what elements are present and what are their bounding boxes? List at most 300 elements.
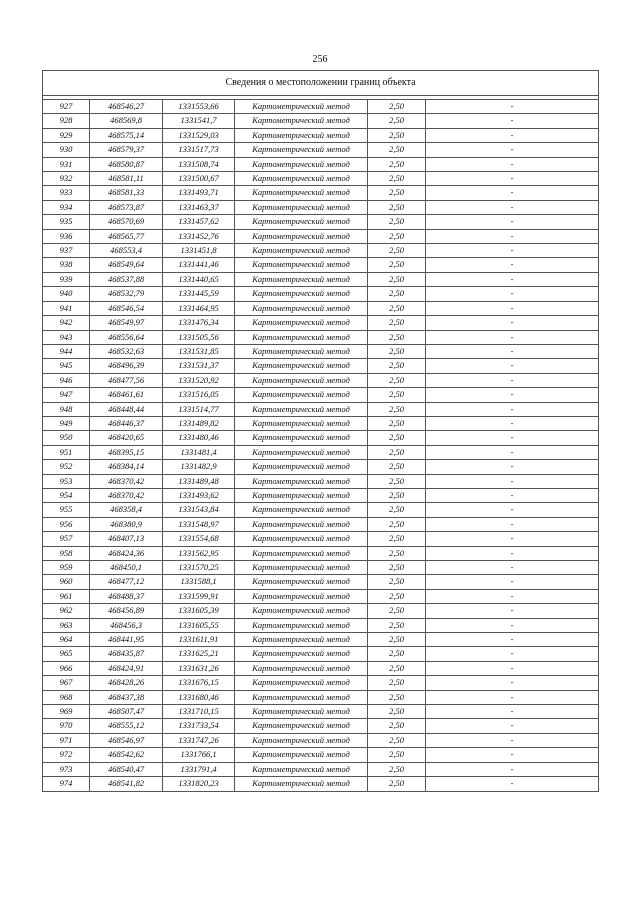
coord-y-cell: 1331516,05	[163, 388, 235, 402]
description-cell: -	[426, 647, 599, 661]
coord-y-cell: 1331553,66	[163, 100, 235, 114]
description-cell: -	[426, 719, 599, 733]
method-cell: Картометрический метод	[235, 215, 368, 229]
coord-x-cell: 468569,8	[90, 114, 163, 128]
page-number: 256	[312, 54, 328, 65]
description-cell: -	[426, 200, 599, 214]
point-number-cell: 932	[43, 172, 90, 186]
point-number-cell: 962	[43, 604, 90, 618]
point-number-cell: 970	[43, 719, 90, 733]
precision-cell: 2,50	[368, 186, 426, 200]
coord-y-cell: 1331548,97	[163, 517, 235, 531]
method-cell: Картометрический метод	[235, 705, 368, 719]
method-cell: Картометрический метод	[235, 517, 368, 531]
precision-cell: 2,50	[368, 215, 426, 229]
table-row	[43, 690, 599, 704]
table-row	[43, 100, 599, 114]
precision-cell: 2,50	[368, 546, 426, 560]
description-cell: -	[426, 431, 599, 445]
coord-x-cell: 468549,97	[90, 316, 163, 330]
table-row	[43, 359, 599, 373]
coord-y-cell: 1331505,56	[163, 330, 235, 344]
method-cell: Картометрический метод	[235, 777, 368, 791]
coord-y-cell: 1331489,82	[163, 416, 235, 430]
method-cell: Картометрический метод	[235, 186, 368, 200]
method-cell: Картометрический метод	[235, 733, 368, 747]
table-row	[43, 157, 599, 171]
coord-y-cell: 1331680,46	[163, 690, 235, 704]
method-cell: Картометрический метод	[235, 690, 368, 704]
description-cell: -	[426, 546, 599, 560]
coord-x-cell: 468546,97	[90, 733, 163, 747]
table-body	[43, 71, 599, 792]
precision-cell: 2,50	[368, 445, 426, 459]
point-number-cell: 949	[43, 416, 90, 430]
method-cell: Картометрический метод	[235, 258, 368, 272]
coord-x-cell: 468507,47	[90, 705, 163, 719]
point-number-cell: 956	[43, 517, 90, 531]
coord-y-cell: 1331554,68	[163, 532, 235, 546]
table-row	[43, 373, 599, 387]
method-cell: Картометрический метод	[235, 172, 368, 186]
table-row	[43, 503, 599, 517]
description-cell: -	[426, 244, 599, 258]
precision-cell: 2,50	[368, 532, 426, 546]
precision-cell: 2,50	[368, 272, 426, 286]
coord-x-cell: 468570,69	[90, 215, 163, 229]
point-number-cell: 959	[43, 561, 90, 575]
table-row	[43, 330, 599, 344]
description-cell: -	[426, 114, 599, 128]
point-number-cell: 967	[43, 676, 90, 690]
coord-x-cell: 468477,12	[90, 575, 163, 589]
coord-y-cell: 1331791,4	[163, 762, 235, 776]
description-cell: -	[426, 373, 599, 387]
coord-x-cell: 468448,44	[90, 402, 163, 416]
method-cell: Картометрический метод	[235, 604, 368, 618]
point-number-cell: 974	[43, 777, 90, 791]
table-row	[43, 733, 599, 747]
description-cell: -	[426, 229, 599, 243]
table-row	[43, 287, 599, 301]
coord-x-cell: 468549,64	[90, 258, 163, 272]
table-row	[43, 172, 599, 186]
point-number-cell: 948	[43, 402, 90, 416]
description-cell: -	[426, 517, 599, 531]
coord-y-cell: 1331476,34	[163, 316, 235, 330]
table-row	[43, 431, 599, 445]
coord-x-cell: 468537,88	[90, 272, 163, 286]
method-cell: Картометрический метод	[235, 388, 368, 402]
table-row	[43, 762, 599, 776]
table-row	[43, 445, 599, 459]
point-number-cell: 971	[43, 733, 90, 747]
table-row	[43, 229, 599, 243]
precision-cell: 2,50	[368, 388, 426, 402]
description-cell: -	[426, 416, 599, 430]
table-row	[43, 244, 599, 258]
method-cell: Картометрический метод	[235, 575, 368, 589]
point-number-cell: 950	[43, 431, 90, 445]
point-number-cell: 939	[43, 272, 90, 286]
description-cell: -	[426, 474, 599, 488]
description-cell: -	[426, 186, 599, 200]
precision-cell: 2,50	[368, 143, 426, 157]
coord-x-cell: 468580,87	[90, 157, 163, 171]
point-number-cell: 960	[43, 575, 90, 589]
point-number-cell: 965	[43, 647, 90, 661]
description-cell: -	[426, 301, 599, 315]
point-number-cell: 952	[43, 460, 90, 474]
coord-y-cell: 1331457,62	[163, 215, 235, 229]
table-row	[43, 258, 599, 272]
coord-x-cell: 468407,13	[90, 532, 163, 546]
precision-cell: 2,50	[368, 316, 426, 330]
precision-cell: 2,50	[368, 618, 426, 632]
coord-y-cell: 1331710,15	[163, 705, 235, 719]
coord-x-cell: 468395,15	[90, 445, 163, 459]
precision-cell: 2,50	[368, 719, 426, 733]
method-cell: Картометрический метод	[235, 416, 368, 430]
point-number-cell: 973	[43, 762, 90, 776]
description-cell: -	[426, 460, 599, 474]
method-cell: Картометрический метод	[235, 402, 368, 416]
coord-x-cell: 468581,11	[90, 172, 163, 186]
precision-cell: 2,50	[368, 373, 426, 387]
method-cell: Картометрический метод	[235, 114, 368, 128]
coord-y-cell: 1331543,84	[163, 503, 235, 517]
coord-x-cell: 468532,79	[90, 287, 163, 301]
coord-y-cell: 1331631,26	[163, 661, 235, 675]
method-cell: Картометрический метод	[235, 474, 368, 488]
method-cell: Картометрический метод	[235, 503, 368, 517]
description-cell: -	[426, 402, 599, 416]
coord-y-cell: 1331440,65	[163, 272, 235, 286]
table-row	[43, 561, 599, 575]
point-number-cell: 968	[43, 690, 90, 704]
point-number-cell: 927	[43, 100, 90, 114]
coord-x-cell: 468424,36	[90, 546, 163, 560]
coord-x-cell: 468556,64	[90, 330, 163, 344]
coord-y-cell: 1331605,39	[163, 604, 235, 618]
method-cell: Картометрический метод	[235, 561, 368, 575]
precision-cell: 2,50	[368, 705, 426, 719]
method-cell: Картометрический метод	[235, 330, 368, 344]
coord-y-cell: 1331747,26	[163, 733, 235, 747]
point-number-cell: 954	[43, 488, 90, 502]
table-row	[43, 633, 599, 647]
coord-x-cell: 468575,14	[90, 128, 163, 142]
point-number-cell: 947	[43, 388, 90, 402]
coord-y-cell: 1331463,37	[163, 200, 235, 214]
point-number-cell: 937	[43, 244, 90, 258]
method-cell: Картометрический метод	[235, 661, 368, 675]
table-row	[43, 215, 599, 229]
description-cell: -	[426, 777, 599, 791]
point-number-cell: 961	[43, 589, 90, 603]
precision-cell: 2,50	[368, 762, 426, 776]
precision-cell: 2,50	[368, 100, 426, 114]
coord-x-cell: 468370,42	[90, 488, 163, 502]
precision-cell: 2,50	[368, 128, 426, 142]
method-cell: Картометрический метод	[235, 344, 368, 358]
coord-y-cell: 1331531,37	[163, 359, 235, 373]
description-cell: -	[426, 690, 599, 704]
coord-y-cell: 1331625,21	[163, 647, 235, 661]
point-number-cell: 933	[43, 186, 90, 200]
precision-cell: 2,50	[368, 676, 426, 690]
coord-x-cell: 468546,54	[90, 301, 163, 315]
table-row	[43, 488, 599, 502]
point-number-cell: 957	[43, 532, 90, 546]
coord-y-cell: 1331611,91	[163, 633, 235, 647]
table-row	[43, 316, 599, 330]
description-cell: -	[426, 676, 599, 690]
point-number-cell: 945	[43, 359, 90, 373]
coord-x-cell: 468424,91	[90, 661, 163, 675]
precision-cell: 2,50	[368, 431, 426, 445]
method-cell: Картометрический метод	[235, 488, 368, 502]
precision-cell: 2,50	[368, 157, 426, 171]
point-number-cell: 934	[43, 200, 90, 214]
method-cell: Картометрический метод	[235, 272, 368, 286]
method-cell: Картометрический метод	[235, 128, 368, 142]
precision-cell: 2,50	[368, 604, 426, 618]
coord-x-cell: 468437,38	[90, 690, 163, 704]
description-cell: -	[426, 172, 599, 186]
description-cell: -	[426, 488, 599, 502]
method-cell: Картометрический метод	[235, 460, 368, 474]
precision-cell: 2,50	[368, 488, 426, 502]
description-cell: -	[426, 733, 599, 747]
coord-x-cell: 468450,1	[90, 561, 163, 575]
coord-y-cell: 1331733,54	[163, 719, 235, 733]
precision-cell: 2,50	[368, 330, 426, 344]
description-cell: -	[426, 561, 599, 575]
method-cell: Картометрический метод	[235, 287, 368, 301]
table-row	[43, 344, 599, 358]
coord-y-cell: 1331451,8	[163, 244, 235, 258]
coord-x-cell: 468555,12	[90, 719, 163, 733]
coord-x-cell: 468565,77	[90, 229, 163, 243]
coord-x-cell: 468435,87	[90, 647, 163, 661]
description-cell: -	[426, 359, 599, 373]
description-cell: -	[426, 316, 599, 330]
description-cell: -	[426, 388, 599, 402]
precision-cell: 2,50	[368, 589, 426, 603]
coord-y-cell: 1331676,15	[163, 676, 235, 690]
point-number-cell: 964	[43, 633, 90, 647]
coord-y-cell: 1331599,91	[163, 589, 235, 603]
table-row	[43, 676, 599, 690]
coord-x-cell: 468541,82	[90, 777, 163, 791]
description-cell: -	[426, 128, 599, 142]
coord-y-cell: 1331445,59	[163, 287, 235, 301]
description-cell: -	[426, 705, 599, 719]
point-number-cell: 930	[43, 143, 90, 157]
table-row	[43, 474, 599, 488]
point-number-cell: 946	[43, 373, 90, 387]
point-number-cell: 972	[43, 748, 90, 762]
precision-cell: 2,50	[368, 575, 426, 589]
coord-x-cell: 468420,65	[90, 431, 163, 445]
precision-cell: 2,50	[368, 287, 426, 301]
description-cell: -	[426, 287, 599, 301]
table-row	[43, 705, 599, 719]
coord-x-cell: 468456,3	[90, 618, 163, 632]
coord-x-cell: 468573,87	[90, 200, 163, 214]
description-cell: -	[426, 258, 599, 272]
table-row	[43, 777, 599, 791]
description-cell: -	[426, 661, 599, 675]
description-cell: -	[426, 344, 599, 358]
coord-y-cell: 1331482,9	[163, 460, 235, 474]
coord-x-cell: 468358,4	[90, 503, 163, 517]
point-number-cell: 969	[43, 705, 90, 719]
precision-cell: 2,50	[368, 200, 426, 214]
description-cell: -	[426, 748, 599, 762]
method-cell: Картометрический метод	[235, 316, 368, 330]
method-cell: Картометрический метод	[235, 445, 368, 459]
coord-y-cell: 1331508,74	[163, 157, 235, 171]
coord-y-cell: 1331441,46	[163, 258, 235, 272]
method-cell: Картометрический метод	[235, 748, 368, 762]
table-row	[43, 416, 599, 430]
method-cell: Картометрический метод	[235, 301, 368, 315]
coord-x-cell: 468581,33	[90, 186, 163, 200]
table-row	[43, 748, 599, 762]
coord-y-cell: 1331520,92	[163, 373, 235, 387]
precision-cell: 2,50	[368, 633, 426, 647]
table-caption: Сведения о местоположении границ объекта	[43, 71, 599, 96]
point-number-cell: 942	[43, 316, 90, 330]
coord-y-cell: 1331514,77	[163, 402, 235, 416]
method-cell: Картометрический метод	[235, 431, 368, 445]
precision-cell: 2,50	[368, 647, 426, 661]
precision-cell: 2,50	[368, 301, 426, 315]
precision-cell: 2,50	[368, 244, 426, 258]
coord-y-cell: 1331562,95	[163, 546, 235, 560]
point-number-cell: 944	[43, 344, 90, 358]
coord-x-cell: 468477,56	[90, 373, 163, 387]
description-cell: -	[426, 589, 599, 603]
coord-y-cell: 1331529,03	[163, 128, 235, 142]
coord-x-cell: 468384,14	[90, 460, 163, 474]
method-cell: Картометрический метод	[235, 647, 368, 661]
coord-y-cell: 1331500,67	[163, 172, 235, 186]
coord-y-cell: 1331531,85	[163, 344, 235, 358]
description-cell: -	[426, 143, 599, 157]
coord-x-cell: 468380,9	[90, 517, 163, 531]
point-number-cell: 929	[43, 128, 90, 142]
coord-x-cell: 468461,61	[90, 388, 163, 402]
point-number-cell: 958	[43, 546, 90, 560]
coord-y-cell: 1331489,48	[163, 474, 235, 488]
precision-cell: 2,50	[368, 359, 426, 373]
coord-x-cell: 468532,63	[90, 344, 163, 358]
description-cell: -	[426, 215, 599, 229]
precision-cell: 2,50	[368, 503, 426, 517]
table-row	[43, 114, 599, 128]
description-cell: -	[426, 604, 599, 618]
coord-x-cell: 468542,62	[90, 748, 163, 762]
description-cell: -	[426, 100, 599, 114]
method-cell: Картометрический метод	[235, 676, 368, 690]
method-cell: Картометрический метод	[235, 244, 368, 258]
point-number-cell: 966	[43, 661, 90, 675]
precision-cell: 2,50	[368, 114, 426, 128]
coord-x-cell: 468579,37	[90, 143, 163, 157]
method-cell: Картометрический метод	[235, 143, 368, 157]
table-row	[43, 301, 599, 315]
coord-x-cell: 468428,26	[90, 676, 163, 690]
method-cell: Картометрический метод	[235, 633, 368, 647]
description-cell: -	[426, 633, 599, 647]
coord-y-cell: 1331605,55	[163, 618, 235, 632]
coord-y-cell: 1331588,1	[163, 575, 235, 589]
precision-cell: 2,50	[368, 460, 426, 474]
coord-y-cell: 1331464,95	[163, 301, 235, 315]
precision-cell: 2,50	[368, 777, 426, 791]
table-row	[43, 186, 599, 200]
precision-cell: 2,50	[368, 258, 426, 272]
point-number-cell: 938	[43, 258, 90, 272]
description-cell: -	[426, 272, 599, 286]
point-number-cell: 953	[43, 474, 90, 488]
table-row	[43, 517, 599, 531]
table-row	[43, 128, 599, 142]
precision-cell: 2,50	[368, 661, 426, 675]
table-row	[43, 589, 599, 603]
precision-cell: 2,50	[368, 229, 426, 243]
coord-x-cell: 468496,39	[90, 359, 163, 373]
coord-x-cell: 468446,37	[90, 416, 163, 430]
method-cell: Картометрический метод	[235, 546, 368, 560]
coord-y-cell: 1331493,62	[163, 488, 235, 502]
method-cell: Картометрический метод	[235, 762, 368, 776]
method-cell: Картометрический метод	[235, 157, 368, 171]
table-row	[43, 388, 599, 402]
table-row	[43, 272, 599, 286]
description-cell: -	[426, 330, 599, 344]
method-cell: Картометрический метод	[235, 229, 368, 243]
precision-cell: 2,50	[368, 733, 426, 747]
table-row	[43, 532, 599, 546]
point-number-cell: 963	[43, 618, 90, 632]
method-cell: Картометрический метод	[235, 618, 368, 632]
table-caption-row	[43, 71, 599, 96]
description-cell: -	[426, 575, 599, 589]
method-cell: Картометрический метод	[235, 359, 368, 373]
precision-cell: 2,50	[368, 344, 426, 358]
point-number-cell: 931	[43, 157, 90, 171]
coord-x-cell: 468540,47	[90, 762, 163, 776]
coord-x-cell: 468441,95	[90, 633, 163, 647]
point-number-cell: 951	[43, 445, 90, 459]
description-cell: -	[426, 532, 599, 546]
table-row	[43, 200, 599, 214]
coord-x-cell: 468553,4	[90, 244, 163, 258]
description-cell: -	[426, 503, 599, 517]
description-cell: -	[426, 618, 599, 632]
table-row	[43, 460, 599, 474]
table-row	[43, 618, 599, 632]
coord-y-cell: 1331570,25	[163, 561, 235, 575]
precision-cell: 2,50	[368, 402, 426, 416]
precision-cell: 2,50	[368, 172, 426, 186]
description-cell: -	[426, 762, 599, 776]
description-cell: -	[426, 445, 599, 459]
